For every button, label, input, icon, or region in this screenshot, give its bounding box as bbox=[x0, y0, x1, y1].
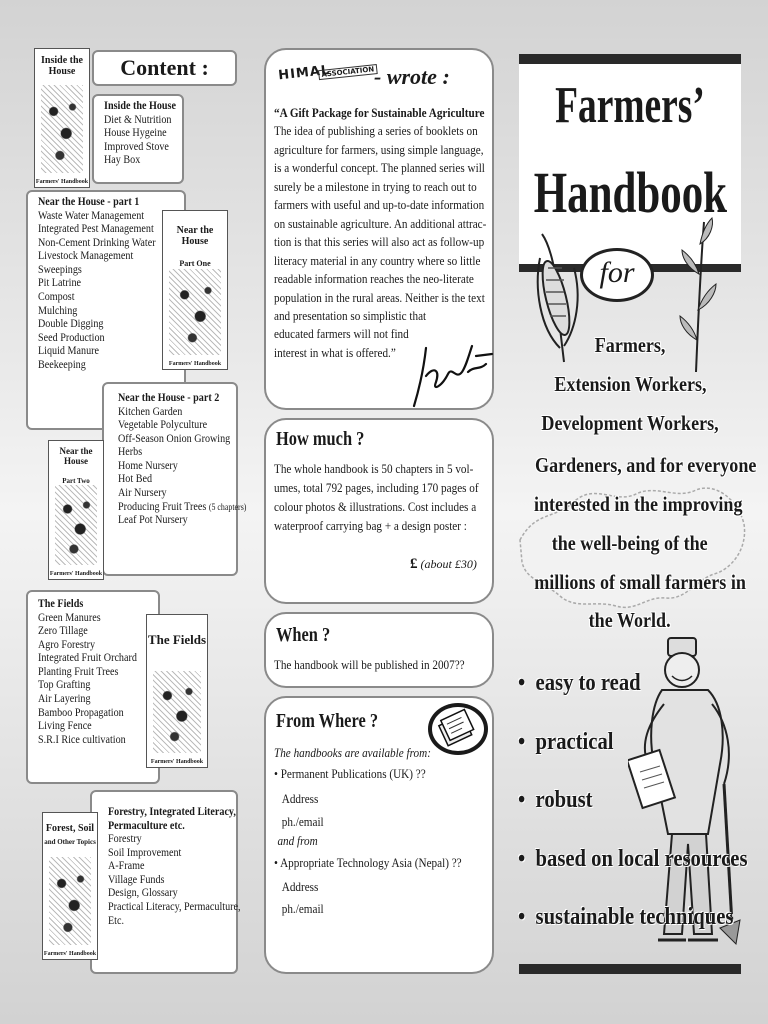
quote-line: surely be a milestone in trying to reach out to bbox=[274, 178, 477, 194]
fields-items bbox=[38, 598, 144, 747]
audience-line bbox=[517, 485, 743, 524]
cover-illustration bbox=[49, 857, 91, 945]
wrote-label: - wrote : bbox=[374, 64, 450, 89]
near-house-2-items bbox=[118, 392, 247, 528]
list-item: Sweepings bbox=[38, 263, 82, 276]
quote-heading: “A Gift Package for Sustainable Agriculture bbox=[274, 105, 485, 120]
list-item: Beekeeping bbox=[38, 358, 86, 371]
list-item: Forestry bbox=[108, 833, 142, 846]
supplier-name: • Permanent Publications (UK) ?? bbox=[274, 766, 426, 782]
feature-label: based on local resources bbox=[535, 846, 748, 872]
list-item: Etc. bbox=[108, 914, 125, 927]
list-heading: The Fields bbox=[38, 598, 84, 610]
cover-title: Forest, Soil bbox=[45, 823, 95, 834]
supplier-contact: ph./email bbox=[281, 900, 324, 916]
inside-house-list bbox=[92, 94, 184, 184]
list-item: Improved Stove bbox=[104, 140, 169, 153]
list-heading: Near the House - part 1 bbox=[38, 196, 140, 208]
audience-text: Development Workers, bbox=[541, 411, 719, 435]
list-item: Non-Cement Drinking Water bbox=[38, 236, 156, 249]
audience-text: the World. bbox=[589, 608, 671, 632]
cover-footer: Farmers' Handbook bbox=[35, 179, 89, 185]
cover-footer: Farmers' Handbook bbox=[49, 571, 103, 577]
cover-title: Near the House bbox=[59, 446, 93, 466]
bottom-rule bbox=[519, 964, 741, 974]
list-item: Compost bbox=[38, 290, 75, 303]
quote-line: and presentation so simplistic that bbox=[274, 307, 427, 323]
supplier-contact: ph./email bbox=[281, 813, 324, 829]
quote-box bbox=[264, 48, 494, 410]
quote-line: population in the rural areas. Neither is the text bbox=[274, 289, 485, 305]
audience-text: the well-being of the bbox=[551, 531, 709, 555]
title-line-2: Handbook bbox=[533, 160, 728, 225]
list-item: Planting Fruit Trees bbox=[38, 665, 119, 678]
supplier-address: Address bbox=[281, 790, 319, 806]
supplier-name: • Appropriate Technology Asia (Nepal) ?? bbox=[274, 854, 462, 870]
list-item: Off-Season Onion Growing bbox=[118, 432, 231, 445]
feature-text: • sustainable techniques bbox=[518, 904, 734, 930]
audience-line bbox=[517, 563, 746, 602]
audience-text: Gardeners, and for everyone bbox=[535, 453, 757, 477]
list-item: Soil Improvement bbox=[108, 846, 182, 859]
price-symbol: £ bbox=[410, 556, 418, 572]
price bbox=[410, 556, 477, 573]
quote-line: farmers with useful and up-to-date information bbox=[274, 197, 485, 213]
list-item: House Hygeine bbox=[104, 127, 167, 140]
cover-the-fields bbox=[146, 614, 208, 768]
quote-line: tion is that this series will also act as follow-up bbox=[274, 234, 485, 250]
list-item: Green Manures bbox=[38, 611, 101, 624]
list-item: Home Nursery bbox=[118, 459, 178, 472]
list-item: Hot Bed bbox=[118, 473, 153, 486]
list-item: Integrated Fruit Orchard bbox=[38, 652, 137, 665]
quote-line: The idea of publishing a series of booklets on bbox=[274, 123, 478, 139]
list-item: Seed Production bbox=[38, 331, 105, 344]
fields-list bbox=[26, 590, 160, 784]
cover-near-the-house-part-two bbox=[48, 440, 104, 580]
list-item: Practical Literacy, Permaculture, bbox=[108, 900, 241, 913]
signature bbox=[406, 336, 496, 412]
price-note: (about £30) bbox=[420, 557, 477, 571]
list-heading: Near the House - part 2 bbox=[118, 392, 220, 404]
from-where-box bbox=[264, 696, 494, 974]
audience-text: millions of small farmers in bbox=[534, 570, 746, 594]
list-item: Kitchen Garden bbox=[118, 405, 183, 418]
feature-bullet bbox=[518, 904, 768, 931]
cover-title: Near the House bbox=[176, 225, 214, 247]
cover-subtitle: Part Two bbox=[62, 476, 90, 485]
how-much-line: colour photos & illustrations. Cost includes a bbox=[274, 498, 477, 514]
contents-title: Content : bbox=[120, 55, 209, 80]
cover-inside-the-house bbox=[34, 48, 90, 188]
when-heading: When ? bbox=[276, 624, 331, 646]
quote-line: literacy material in any country where so little bbox=[274, 252, 481, 268]
list-item: Diet & Nutrition bbox=[104, 113, 172, 126]
himal-logo-text: HIMAL bbox=[277, 62, 331, 84]
list-item: Design, Glossary bbox=[108, 887, 178, 900]
near-house-1-items bbox=[38, 196, 166, 372]
feature-bullet bbox=[518, 729, 629, 756]
list-item-note: (5 chapters) bbox=[208, 501, 247, 512]
audience-text: Extension Workers, bbox=[553, 372, 707, 396]
audience-text: Farmers, bbox=[594, 333, 666, 357]
cover-footer: Farmers' Handbook bbox=[168, 361, 222, 367]
from-where-text bbox=[274, 744, 492, 918]
contents-title-box bbox=[92, 50, 237, 86]
forestry-list bbox=[90, 790, 241, 974]
list-item: Air Layering bbox=[38, 692, 91, 705]
feature-bullet bbox=[518, 670, 661, 697]
list-item: Pit Latrine bbox=[38, 277, 82, 290]
feature-label: easy to read bbox=[535, 670, 641, 696]
and-from: and from bbox=[277, 833, 318, 849]
list-item: A-Frame bbox=[108, 860, 145, 873]
list-item: Double Digging bbox=[38, 318, 104, 331]
how-much-box bbox=[264, 418, 494, 604]
cover-title: The Fields bbox=[147, 632, 207, 647]
how-much-heading: How much ? bbox=[276, 428, 365, 450]
feature-bullet bbox=[518, 787, 605, 814]
cover-footer: Farmers' Handbook bbox=[43, 951, 97, 957]
cover-subtitle: and Other Topics bbox=[44, 838, 96, 846]
list-heading: Forestry, Integrated Literacy, bbox=[108, 806, 236, 818]
list-item bbox=[118, 500, 247, 515]
list-heading: Inside the House bbox=[104, 100, 176, 112]
cover-footer: Farmers' Handbook bbox=[150, 759, 204, 765]
list-item: Hay Box bbox=[104, 154, 141, 167]
list-item: Integrated Pest Management bbox=[38, 223, 154, 236]
feature-label: sustainable techniques bbox=[535, 904, 734, 930]
forestry-items bbox=[108, 806, 241, 928]
feature-label: practical bbox=[535, 729, 614, 755]
list-item: Air Nursery bbox=[118, 486, 167, 499]
near-house-2-list bbox=[102, 382, 247, 576]
list-item: Herbs bbox=[118, 446, 143, 459]
audience-line bbox=[517, 446, 757, 485]
list-item: Liquid Manure bbox=[38, 345, 99, 358]
top-rule bbox=[519, 54, 741, 64]
how-much-text bbox=[274, 460, 479, 535]
list-item: Living Fence bbox=[38, 720, 92, 733]
list-item: Livestock Management bbox=[38, 250, 134, 263]
audience-line bbox=[517, 365, 743, 404]
list-item: S.R.I Rice cultivation bbox=[38, 733, 126, 746]
cover-illustration bbox=[55, 485, 97, 565]
cover-illustration bbox=[41, 85, 83, 173]
quote-line: is a wonderful concept. The planned series will bbox=[274, 160, 485, 176]
list-item: Village Funds bbox=[108, 873, 165, 886]
audience-line bbox=[517, 524, 743, 563]
audience-line bbox=[517, 326, 743, 365]
list-item: Vegetable Polyculture bbox=[118, 419, 208, 432]
supplier-address: Address bbox=[281, 879, 319, 895]
feature-text: • easy to read bbox=[518, 670, 641, 696]
when-box bbox=[264, 612, 494, 688]
title-line-1: Farmers’ bbox=[555, 77, 705, 134]
feature-text: • robust bbox=[518, 787, 593, 813]
quote-line: readable information reaches the neo-literate bbox=[274, 271, 474, 287]
for-oval bbox=[580, 248, 654, 302]
feature-text: • practical bbox=[518, 729, 614, 755]
feature-text: • based on local resources bbox=[518, 846, 748, 872]
quote-line: on sustainable agriculture. An additional attrac- bbox=[274, 215, 487, 231]
quote-line: agriculture for farmers, using simple language, bbox=[274, 141, 484, 157]
list-item: Mulching bbox=[38, 304, 78, 317]
cover-illustration bbox=[153, 671, 201, 753]
himal-logo bbox=[276, 46, 375, 95]
inside-house-items bbox=[104, 100, 176, 168]
how-much-line: waterproof carrying bag + a design poster : bbox=[274, 517, 467, 533]
audience-line bbox=[517, 404, 743, 443]
quote-text bbox=[274, 104, 486, 362]
cover-subtitle: Part One bbox=[179, 259, 211, 268]
for-label: for bbox=[599, 256, 635, 289]
list-item: Leaf Pot Nursery bbox=[118, 514, 188, 527]
quote-line: educated farmers will not find bbox=[274, 326, 409, 342]
list-heading: Permaculture etc. bbox=[108, 819, 185, 832]
quote-line: interest in what is offered.” bbox=[274, 344, 396, 360]
list-item-text: Producing Fruit Trees bbox=[118, 500, 207, 513]
feature-bullet bbox=[518, 846, 768, 873]
feature-label: robust bbox=[535, 787, 593, 813]
from-where-intro: The handbooks are available from: bbox=[274, 745, 431, 760]
how-much-line: umes, total 792 pages, including 170 pages of bbox=[274, 479, 479, 495]
cover-illustration bbox=[169, 269, 221, 355]
list-item: Agro Forestry bbox=[38, 638, 96, 651]
list-item: Zero Tillage bbox=[38, 625, 88, 638]
cover-forest-soil bbox=[42, 812, 98, 960]
cover-near-the-house-part-one bbox=[162, 210, 228, 370]
list-item: Top Grafting bbox=[38, 679, 91, 692]
audience-text: interested in the improving bbox=[533, 492, 743, 516]
list-item: Bamboo Propagation bbox=[38, 706, 124, 719]
cover-title: Inside the House bbox=[41, 55, 83, 77]
when-text: The handbook will be published in 2007?? bbox=[274, 657, 465, 672]
himal-logo-sub: ASSOCIATION bbox=[318, 64, 378, 80]
list-item: Waste Water Management bbox=[38, 209, 145, 222]
from-where-heading: From Where ? bbox=[276, 710, 379, 732]
how-much-line: The whole handbook is 50 chapters in 5 vol- bbox=[274, 461, 474, 476]
